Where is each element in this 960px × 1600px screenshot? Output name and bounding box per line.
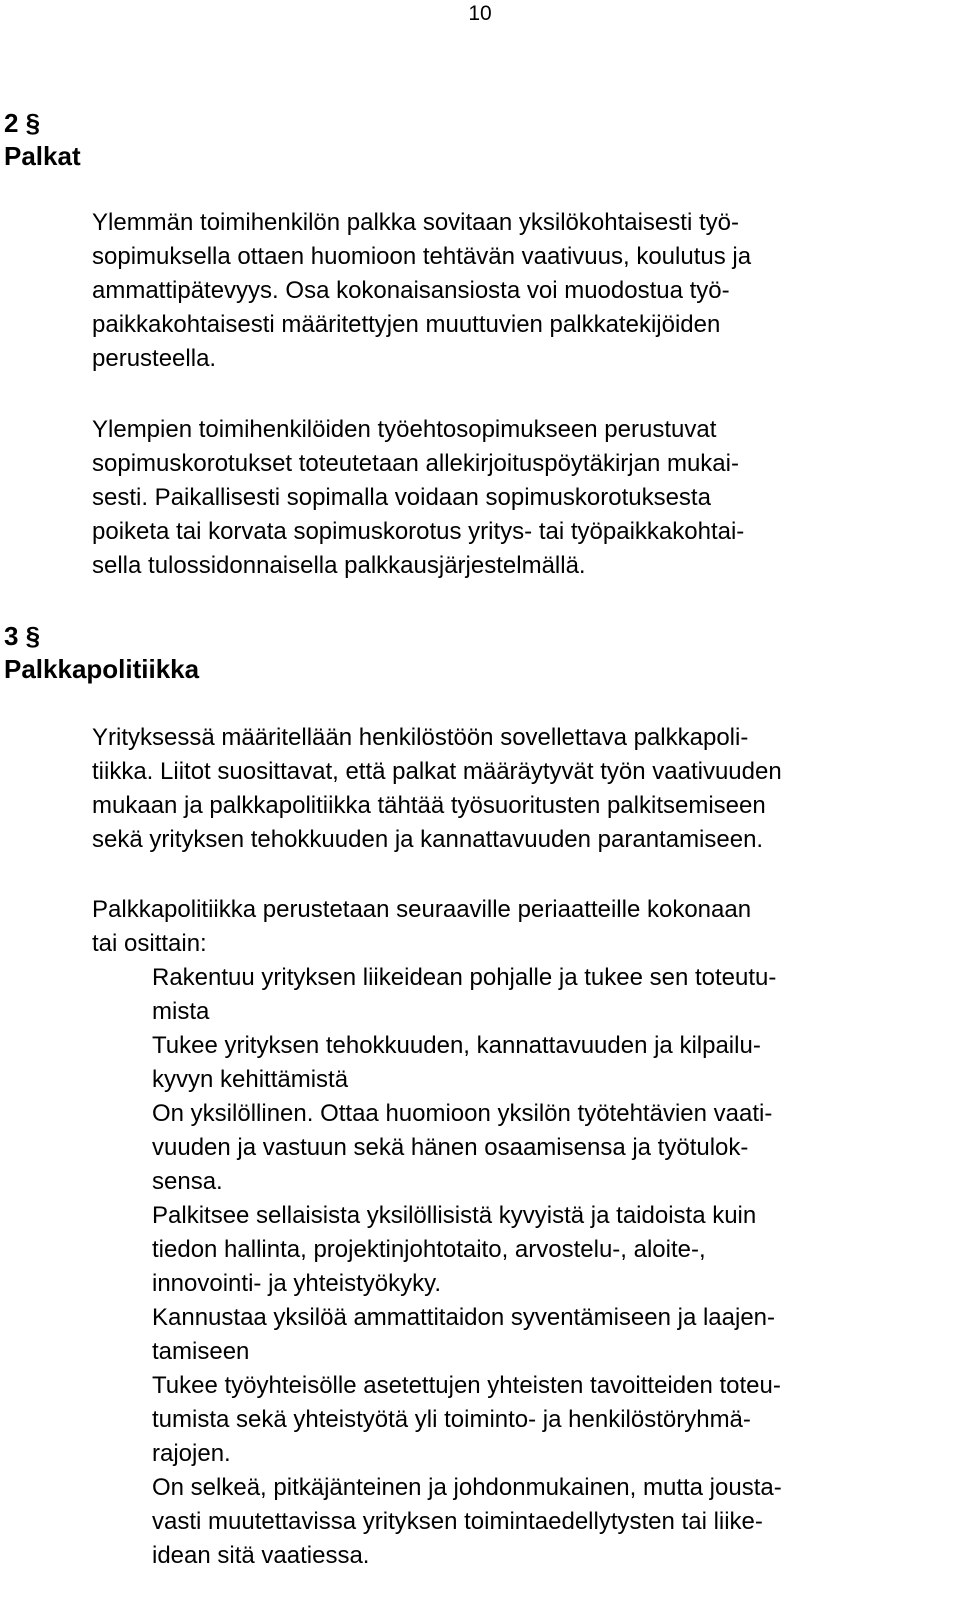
list-item [152,1097,952,1199]
text-line: innovointi- ja yhteistyökyky. [152,1270,442,1297]
text-line: vuuden ja vastuun sekä hänen osaamisensa ja työtulok- [152,1134,749,1161]
text-line: Rakentuu yrityksen liikeidean pohjalle ja tukee sen toteutu- [152,964,777,991]
list-item [152,961,952,1029]
text-line: Ylemmän toimihenkilön palkka sovitaan yksilökohtaisesti työ- [92,209,739,236]
text-line: Yrityksessä määritellään henkilöstöön sovellettava palkkapoli- [92,724,749,751]
text-line: mukaan ja palkkapolitiikka tähtää työsuoritusten palkitsemiseen [92,792,766,819]
section-heading [4,107,81,173]
section-number: 3 § [4,621,41,651]
text-line: mista [152,998,210,1025]
text-line: sekä yrityksen tehokkuuden ja kannattavuuden parantamiseen. [92,826,764,853]
section-number: 2 § [4,108,41,138]
section-title: Palkkapolitiikka [4,654,200,684]
text-line: Tukee työyhteisölle asetettujen yhteisten tavoitteiden toteu- [152,1372,781,1399]
list-item [152,1199,952,1301]
text-line: perusteella. [92,345,217,372]
text-line: tai osittain: [92,930,207,957]
text-line: Palkkapolitiikka perustetaan seuraaville periaatteille kokonaan [92,896,752,923]
text-line: sesti. Paikallisesti sopimalla voidaan sopimuskorotuksesta [92,484,711,511]
paragraph [92,721,952,857]
paragraph [92,206,952,376]
page-number: 10 [468,2,492,25]
section-title: Palkat [4,141,81,171]
text-line: Palkitsee sellaisista yksilöllisistä kyvyistä ja taidoista kuin [152,1202,757,1229]
text-line: idean sitä vaatiessa. [152,1542,370,1569]
text-line: Tukee yrityksen tehokkuuden, kannattavuuden ja kilpailu- [152,1032,761,1059]
text-line: sensa. [152,1168,223,1195]
list-item [152,1471,952,1573]
text-line: Kannustaa yksilöä ammattitaidon syventämiseen ja laajen- [152,1304,776,1331]
section-heading [4,620,199,686]
text-line: On selkeä, pitkäjänteinen ja johdonmukainen, mutta jousta- [152,1474,782,1501]
text-line: kyvyn kehittämistä [152,1066,349,1093]
paragraph [92,413,952,583]
text-line: sopimuskorotukset toteutetaan allekirjoituspöytäkirjan mukai- [92,450,739,477]
text-line: tumista sekä yhteistyötä yli toiminto- ja henkilöstöryhmä- [152,1406,751,1433]
text-line: ammattipätevyys. Osa kokonaisansiosta voi muodostua työ- [92,277,730,304]
list-item [152,1029,952,1097]
text-line: On yksilöllinen. Ottaa huomioon yksilön työtehtävien vaati- [152,1100,773,1127]
list-item [152,1369,952,1471]
text-line: sella tulossidonnaisella palkkausjärjestelmällä. [92,552,586,579]
text-line: Ylempien toimihenkilöiden työehtosopimukseen perustuvat [92,416,717,443]
list-item [152,1301,952,1369]
text-line: tiikka. Liitot suosittavat, että palkat määräytyvät työn vaativuuden [92,758,782,785]
text-line: tamiseen [152,1338,250,1365]
text-line: vasti muutettavissa yrityksen toimintaedellytysten tai liike- [152,1508,763,1535]
principles-list [152,961,952,1573]
paragraph [92,893,952,961]
text-line: poiketa tai korvata sopimuskorotus yritys- tai työpaikkakohtai- [92,518,745,545]
text-line: tiedon hallinta, projektinjohtotaito, arvostelu-, aloite-, [152,1236,706,1263]
text-line: sopimuksella ottaen huomioon tehtävän vaativuus, koulutus ja [92,243,752,270]
text-line: rajojen. [152,1440,231,1467]
text-line: paikkakohtaisesti määritettyjen muuttuvien palkkatekijöiden [92,311,721,338]
